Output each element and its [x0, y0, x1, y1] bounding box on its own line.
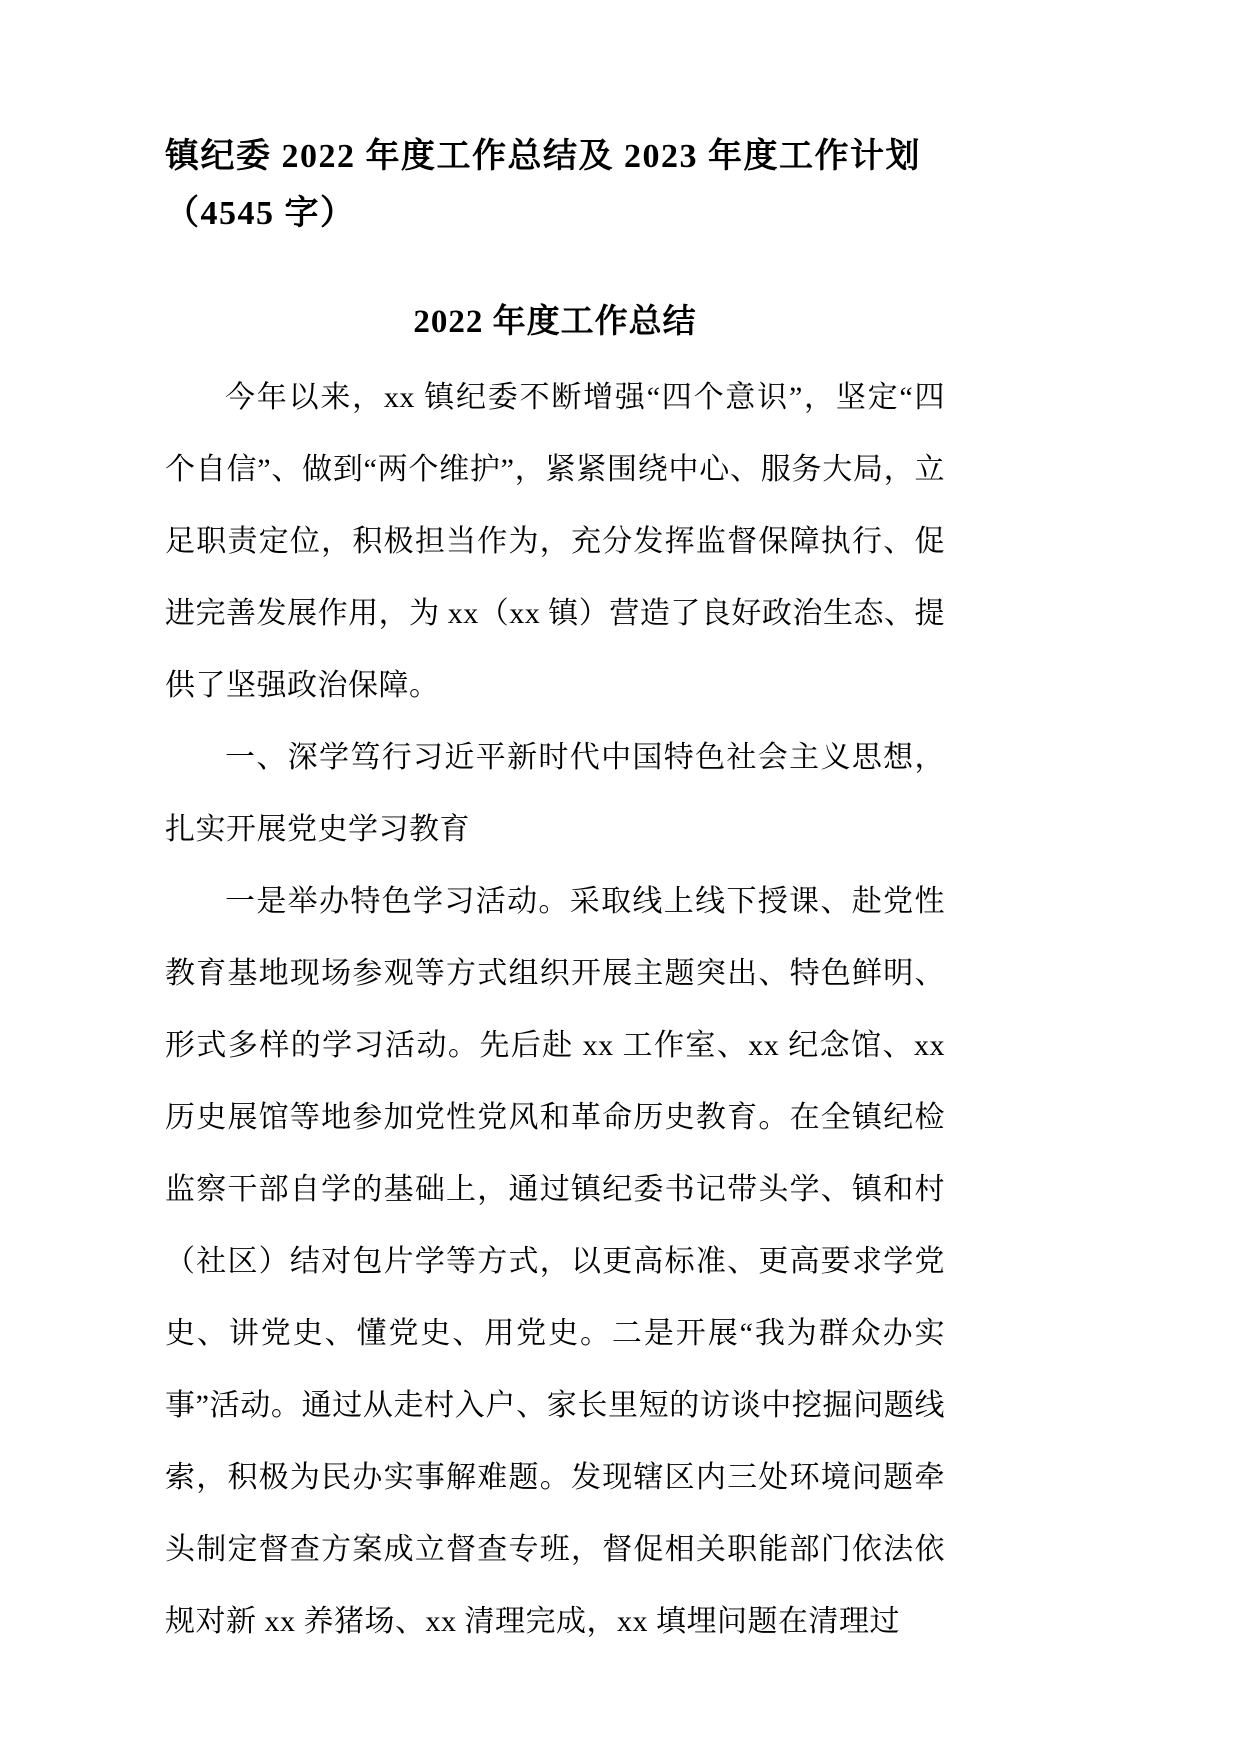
document-title-line-2: （4545 字） — [165, 195, 356, 232]
document-body — [165, 362, 945, 1658]
paragraph-section-one-heading: 一、深学笃行习近平新时代中国特色社会主义思想，扎实开展党史学习教育 — [165, 741, 945, 846]
section-heading: 2022 年度工作总结 — [413, 304, 697, 340]
paragraph-section-one-content: 一是举办特色学习活动。采取线上线下授课、赴党性教育基地现场参观等方式组织开展主题突出、特色鲜明、形式多样的学习活动。先后赴 xx 工作室、xx 纪念馆、xx 历史展馆等地参加党性党风和革命历史教育。在全镇纪检监察干部自学的基础上，通过镇纪委书记带头学、镇和村（社区）结对包片学等方式，以更高标准、更高要求学党史、讲党史、懂党史、用党史。二是开展“我为群众办实事”活动。通过从走村入户、家长里短的访谈中挖掘问题线索，积极为民办实事解难题。发现辖区内三处环境问题牵头制定督查方案成立督查专班，督促相关职能部门依法依规对新 xx 养猪场、xx 清理完成，xx 填埋问题在清理过 — [165, 885, 945, 1638]
paragraph-intro: 今年以来，xx 镇纪委不断增强“四个意识”，坚定“四个自信”、做到“两个维护”，紧紧围绕中心、服务大局，立足职责定位，积极担当作为，充分发挥监督保障执行、促进完善发展作用，为 xx（xx 镇）营造了良好政治生态、提供了坚强政治保障。 — [165, 381, 945, 702]
document-title-line-1: 镇纪委 2022 年度工作总结及 2023 年度工作计划 — [165, 138, 921, 175]
document-title — [165, 128, 945, 242]
